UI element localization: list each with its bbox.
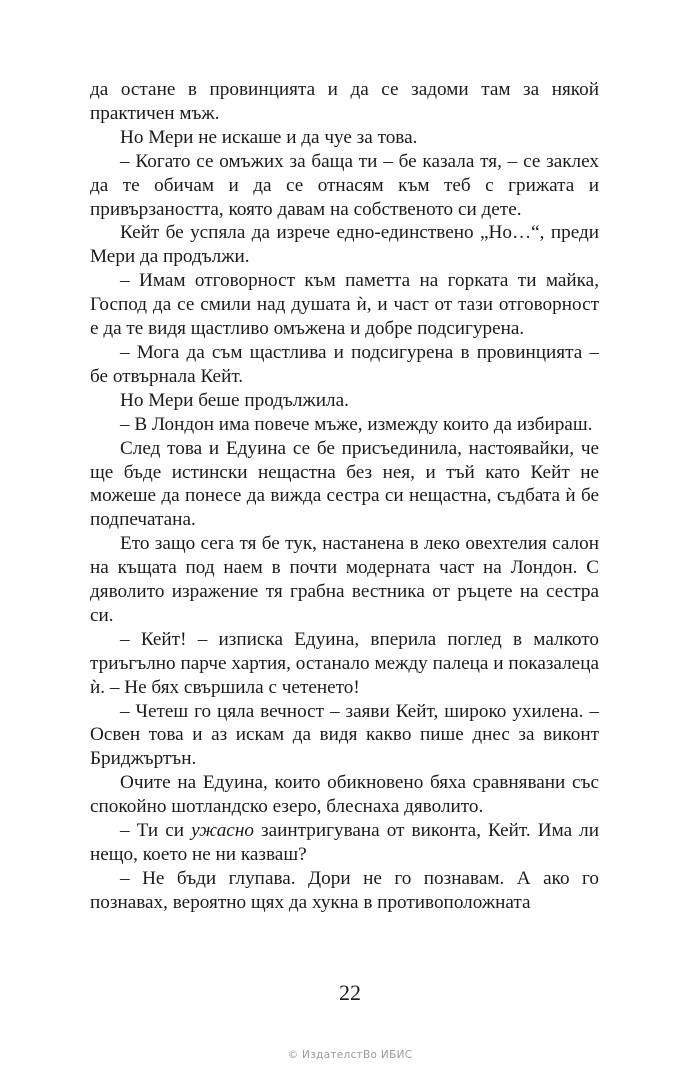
italic-word: ужасно	[191, 820, 254, 842]
paragraph: – Мога да съм щастлива и подсигурена в провинцията – бе отвърнала Кейт.	[90, 341, 599, 387]
paragraph: Но Мери беше продължила.	[120, 389, 349, 411]
paragraph-with-italic	[90, 819, 599, 867]
paragraph: Но Мери не искаше и да чуе за това.	[120, 126, 418, 148]
page-number: 22	[339, 980, 361, 1005]
paragraph: – Кейт! – изписка Едуина, вперила поглед в малкото триъгълно парче хартия, останало между палеца и показалеца ѝ. – Не бях свършила с четенето!	[90, 628, 599, 698]
text-run: заинтригувана от виконта, Кейт. Има ли нещо, което не ни казваш?	[90, 820, 599, 865]
paragraph: да остане в провинцията и да се задоми там за някой практичен мъж.	[90, 79, 599, 124]
paragraph: Очите на Едуина, които обикновено бяха сравнявани със спокойно шотландско езеро, блеснаха дяволито.	[90, 772, 599, 818]
text-run: – Ти си	[120, 820, 192, 842]
page-body	[90, 78, 599, 915]
paragraph: – Когато се омъжих за баща ти – бе казала тя, – се заклех да те обичам и да се отнасям към теб с грижата и привързаността, която давам на собственото си дете.	[90, 150, 599, 220]
paragraph: – Четеш го цяла вечност – заяви Кейт, широко ухилена. – Освен това и аз искам да видя какво пише днес за виконт Бриджъртън.	[90, 700, 599, 770]
paragraph: Ето защо сега тя бе тук, настанена в леко овехтелия салон на къщата под наем в почти модерната част на Лондон. С дяволито изражение тя грабна вестника от ръцете на сестра си.	[90, 533, 599, 626]
copyright-text: © ИздателстВо ИБИС	[287, 1049, 413, 1061]
paragraph: След това и Едуина се бе присъединила, настоявайки, че ще бъде истински нещастна без нея, и тъй като Кейт не можеше да понесе да вижда сестра си нещастна, съдбата ѝ бе подпечатана.	[90, 437, 599, 531]
paragraph: – Не бъди глупава. Дори не го познавам. А ако го познавах, вероятно щях да хукна в противоположната	[90, 867, 599, 913]
copyright-notice	[0, 1049, 700, 1061]
paragraph: – Имам отговорност към паметта на горката ти майка, Господ да се смили над душата ѝ, и част от тази отговорност е да те видя щастливо омъжена и добре подсигурена.	[90, 270, 599, 340]
paragraph: Кейт бе успяла да изрече едно-единствено „Но…“, преди Мери да продължи.	[90, 222, 599, 268]
paragraph: – В Лондон има повече мъже, измежду които да избираш.	[120, 413, 593, 435]
